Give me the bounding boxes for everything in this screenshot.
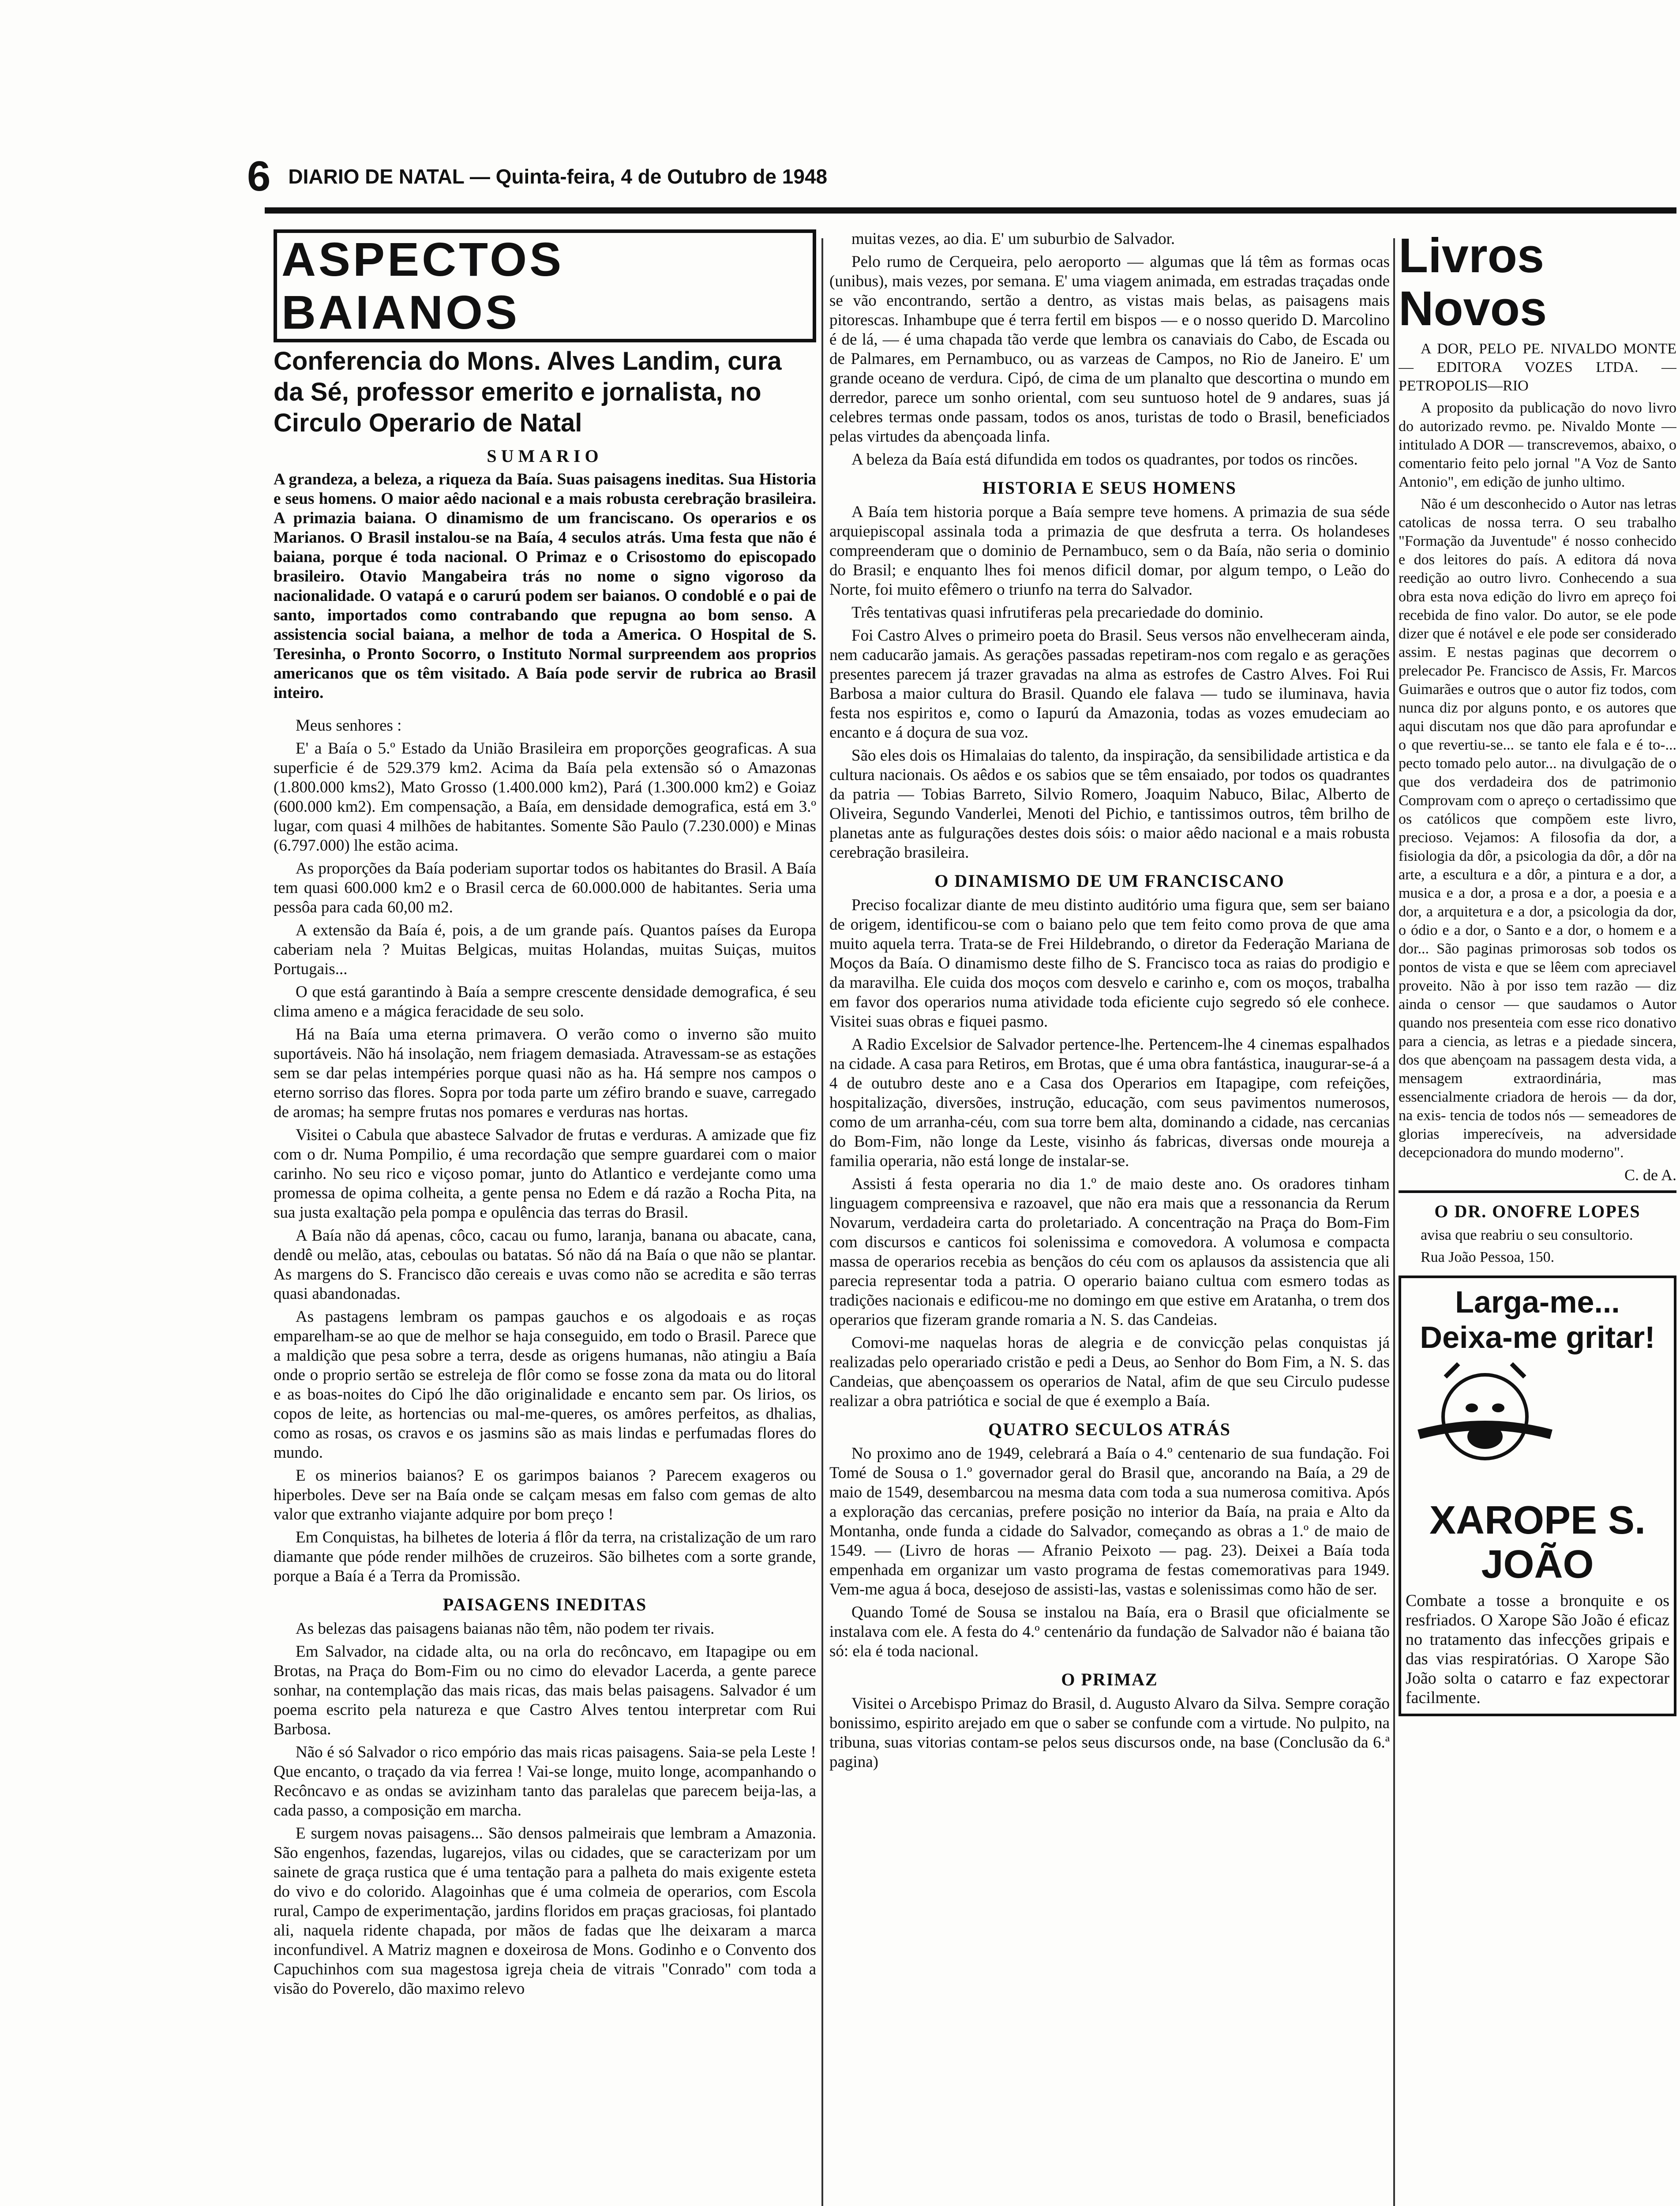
sidebar-paragraph: Não é um desconhecido o Autor nas letras catolicas de nossa terra. O seu trabalho "Formação da Juventude" é nosso conhecido e dos leitores do país. A editora dá nova reedição ao outro livro. Conhecendo a sua obra esta nova edição do livro em apreço foi recebida de fino valor. Do autor, se ele pode dizer que é notável e ele pode ser considerado assim. E nestas paginas que decorrem o prelecador Pe. Francisco de Assis, Fr. Marcos Guimarães e outros que o autor fiz todos, com nunca diz por alguns ponto, e os autores que aqui discutam nos que dão para aprofundar e o que revertiu-se... se tanto ele fala e é to-... pecto tomado pelo autor... na divulgação de o que dos verdadeira dos de patrimonio Comprovam com o apreço o certadissimo que os católicos que compõem este livro, precioso. Vejamos: A filosofia da dor, a fisiologia da dôr, a psicologia da dôr, a dôr na arte, a escultura e a dôr, a pintura e a dor, a musica e a dor, a prosa e a dor, a poesia e a dor, a arquitetura e a dor, a psicologia da dor, o ódio e a dor, o Santo e a dor, o homem e a dor... São paginas primorosas sob todos os pontos de vista e que se lêem com apreciavel proveito. Não à por isso tem razão — diz ainda o censor — que saudamos o Autor quando nos presenteia com esse rico donativo para a ciencia, as letras e a piedade sincera, dos que abençoam na passagem desta vida, a mensagem extraordinária, mas essencialmente criadora de herois — da dor, na exis- tencia de todos nós — semeadores de glorias imperecíveis, na adversidade decepcionadora do mundo moderno". bbox=[1399, 496, 1676, 1161]
paragraph: Há na Baía uma eterna primavera. O verão como o inverno são muito suportáveis. Não há insolação, nem friagem demasiada. Atravessam-se as estações sem se dar pelas intempéries porque quasi não as ha. Há sempre nos campos o eterno sorriso das flores. Sopra por toda parte um zéfiro brando e suave, carregado de aromas; ha sempre frutas nos pomares e verduras nas hortas. bbox=[274, 1025, 816, 1121]
review-signature: C. de A. bbox=[1624, 1166, 1676, 1184]
article-column-2 bbox=[829, 229, 1390, 2206]
paragraph: Visitei o Cabula que abastece Salvador de frutas e verduras. A amizade que fiz com o dr. Numa Pompilio, é uma recordação que sempre guardarei com o maior carinho. No seu rico e viçoso pomar, junto do Atlantico e verdejante como uma promessa de opima colheita, a gente pensa no Edem e dá razão a Rocha Pita, na sua justa exaltação pela pompa e opulência das terras do Brasil. bbox=[274, 1126, 816, 1222]
subhead: O PRIMAZ bbox=[1061, 1670, 1158, 1689]
ad-body: Combate a tosse a bronquite e os resfriados. O Xarope São João é eficaz no tratamento das infecções gripais e das vias respiratórias. O Xarope São João solta o catarro e faz expectorar facilmente. bbox=[1406, 1591, 1669, 1707]
paragraph: Pelo rumo de Cerqueira, pelo aeroporto — algumas que lá têm as formas ocas (unibus), mais vezes, por semana. E' uma viagem animada, em estradas traçadas onde se vão encontrando, sertão a dentro, as vistas mais belas, as paisagens mais pitorescas. Inhambupe que é terra fertil em bispos — e o nosso querido D. Marcolino é de lá, — é uma chapada tão verde que lembra os canaviais do Cabo, de Escada ou de Palmares, em Pernambuco, ou as varzeas de Campos, no Rio de Janeiro. E' um grande oceano de verdura. Cipó, de cima de um planalto que descortina o mundo em derredor, parece um sonho oriental, com seu suntuoso hotel de 9 andares, suas já celebres termas onde passam, todos os anos, turistas de todo o Brasil, beneficiados pelas virtudes da abençoada linfa. bbox=[829, 253, 1390, 446]
paragraph: Preciso focalizar diante de meu distinto auditório uma figura que, sem ser baiano de origem, identificou-se com o baiano pelo que tem feito como prova de que ama muito aquela terra. Trata-se de Frei Hildebrando, o diretor da Federação Mariana de Moços da Baía. O dinamismo deste filho de S. Francisco toca as raias do prodigio e da maravilha. Ele cuida dos moços com desvelo e carinho e, com os moços, trabalha em favor dos operarios numa atividade toda eficiente cujo segredo só ele conhece. Visitei suas obras e fiquei pasmo. bbox=[829, 896, 1390, 1031]
divider bbox=[1399, 1190, 1676, 1193]
ad-brand: XAROPE S. JOÃO bbox=[1429, 1498, 1646, 1587]
subhead: HISTORIA E SEUS HOMENS bbox=[982, 478, 1237, 498]
header-rule bbox=[265, 207, 1676, 214]
article-summary: A grandeza, a beleza, a riqueza da Baía. Suas paisagens ineditas. Sua Historia e seus homens. O maior aêdo nacional e a mais robusta cerebração brasileira. A primazia baiana. O dinamismo de um franciscano. Os operarios e os Marianos. O Brasil instalou-se na Baía, 4 seculos atrás. Uma festa que não é baiana, porque é toda nacional. O Primaz e o Crisostomo do episcopado brasileiro. Otavio Mangabeira trás no nome o signo vigoroso da nacionalidade. O vatapá e o carurú podem ser baianos. O condoblé e o pai de santo, importados como contrabando que repugna ao bom senso. A assistencia social baiana, a melhor de toda a America. O Hospital de S. Teresinha, o Pronto Socorro, o Instituto Normal surpreendem aos proprios americanos que os têm visitado. A Baía pode servir de rubrica ao Brasil inteiro. bbox=[274, 470, 816, 702]
paragraph: A Baía tem historia porque a Baía sempre teve homens. A primazia de sua séde arquiepiscopal assinala toda a primazia de que desfruta a terra. Os holandeses compreenderam que o dominio de Pernambuco, sem o da Baía, não seria o dominio do Brasil; e enquanto lhes foi menos dificil domar, por algum tempo, o Leão do Norte, foi muito efêmero o triunfo na terra do Salvador. bbox=[829, 503, 1390, 599]
subhead: QUATRO SECULOS ATRÁS bbox=[988, 1419, 1231, 1439]
paragraph: Quando Tomé de Sousa se instalou na Baía, era o Brasil que oficialmente se instalava com ele. A festa do 4.º centenário da fundação de Salvador não é baiana tão só: ela é toda nacional. bbox=[829, 1603, 1390, 1660]
notice-name: O DR. ONOFRE LOPES bbox=[1434, 1201, 1641, 1221]
subhead: PAISAGENS INEDITAS bbox=[442, 1594, 647, 1614]
paragraph: No proximo ano de 1949, celebrará a Baía o 4.º centenario de sua fundação. Foi Tomé de Sousa o 1.º governador geral do Brasil que, ancorando na Baía, a 29 de maio de 1549, desembarcou na mesma data com toda a sua numerosa comitiva. Após a exploração das cercanias, prefere posição no interior da Baía, na praia e Alto da Montanha, onde funda a cidade do Salvador, começando as obras a 1.º de maio de 1549. — (Livro de horas — Afranio Peixoto — pag. 23). Deixei a Baía toda empenhada em organizar um vasto programa de festas comemorativas para 1949. Vem-me agua á boca, desejoso de assisti-las, vastas e solenissimas como hão de ser. bbox=[829, 1444, 1390, 1598]
paragraph: Em Salvador, na cidade alta, ou na orla do recôncavo, em Itapagipe ou em Brotas, na Praça do Bom-Fim ou no cimo do elevador Lacerda, a gente parece sonhar, na contemplação das mais ricas, das mais belas paisagens. Salvador é um poema escrito pela natureza e que Castro Alves tentou interpretar com Rui Barbosa. bbox=[274, 1643, 816, 1738]
paragraph: A Radio Excelsior de Salvador pertence-lhe. Pertencem-lhe 4 cinemas espalhados na cidade. A casa para Retiros, em Brotas, que é uma obra fantástica, inaugurar-se-á a 4 de outubro deste ano e a Casa dos Operarios em Itapagipe, com refeições, hospitalização, diversões, instrução, educação, com seus pavimentos numerosos, como de um arranha-céu, com sua torre bem alta, dominando a cidade, nas cercanias do Bom-Fim, não longe da Leste, visinho ás fabricas, diversas onde moureja a familia operaria, não está longe de instalar-se. bbox=[829, 1035, 1390, 1170]
paragraph: Comovi-me naquelas horas de alegria e de convicção pelas conquistas já realizadas pelo operariado cristão e pedi a Deus, ao Senhor do Bom Fim, a N. S. das Candeias, que abençoassem os operarios de Natal, afim de que seu Circulo pudesse realizar a obra patriótica e social de que é exemplo a Baía. bbox=[829, 1334, 1390, 1410]
running-head bbox=[247, 150, 1526, 203]
paragraph: A beleza da Baía está difundida em todos os quadrantes, por todos os rincões. bbox=[851, 450, 1358, 469]
sidebar-paragraph: A DOR, PELO PE. NIVALDO MONTE — EDITORA VOZES LTDA. — PETROPOLIS—RIO bbox=[1399, 341, 1676, 394]
sidebar-column bbox=[1399, 229, 1676, 2206]
paragraph: Não é só Salvador o rico empório das mais ricas paisagens. Saia-se pela Leste ! Que encanto, o traçado da via ferrea ! Vai-se longe, muito longe, acompanhando o Recôncavo e as ondas se avizinham tanto das paralelas que parecem beija-las, a cada passo, a composição em marcha. bbox=[274, 1743, 816, 1820]
ad-headline: Larga-me... Deixa-me gritar! bbox=[1420, 1285, 1655, 1354]
paragraph: As proporções da Baía poderiam suportar todos os habitantes do Brasil. A Baía tem quasi 600.000 km2 e o Brasil cerca de 60.000.000 de habitantes. Seria uma pessôa para cada 60,00 m2. bbox=[274, 859, 816, 916]
article-column-1 bbox=[274, 229, 816, 2206]
article-deck: Conferencia do Mons. Alves Landim, cura da Sé, professor emerito e jornalista, no Circulo Operario de Natal bbox=[274, 347, 782, 437]
syrup-advertisement bbox=[1399, 1276, 1676, 1716]
column-divider bbox=[1393, 238, 1395, 2206]
sidebar-title: Livros Novos bbox=[1399, 229, 1547, 336]
paragraph: O que está garantindo à Baía a sempre crescente densidade demografica, é seu clima ameno e a mágica feracidade de seu solo. bbox=[274, 983, 816, 1020]
paragraph: As belezas das paisagens baianas não têm, não podem ter rivais. bbox=[296, 1620, 715, 1638]
paragraph: Três tentativas quasi infrutiferas pela precariedade do dominio. bbox=[851, 604, 1264, 622]
paragraph: A Baía não dá apenas, côco, cacau ou fumo, laranja, banana ou abacate, cana, dendê ou melão, atas, ceboulas ou batatas. Só não dá na Baía o que não se plantar. As margens do S. Francisco dão cereais e uvas como não se acredita e são terras quasi abandonadas. bbox=[274, 1227, 816, 1303]
paragraph: A extensão da Baía é, pois, a de um grande país. Quantos países da Europa caberiam nela ? Muitas Belgicas, muitas Holandas, muitas Suiças, muitos Portugais... bbox=[274, 921, 816, 978]
paragraph: E surgem novas paisagens... São densos palmeirais que lembram a Amazonia. São engenhos, fazendas, lugarejos, vilas ou cidades, que se caracterizam por um sainete de graça rustica que é uma tentação para a palheta do mais exigente esteta do vivo e do colorido. Alagoinhas que é uma colmeia de operarios, com Escola rural, Campo de experimentação, jardins floridos em praças graciosas, foi plantado ali, naquela ridente chapada, por mãos de fadas que lhe deixaram a marca inconfundivel. A Matriz magnen e doxeirosa de Mons. Godinho e o Convento dos Capuchinhos com sua magestosa igreja cheia de vitrais "Conrado" com toda a visão do Poverelo, dão maximo relevo bbox=[274, 1824, 816, 1998]
summary-label: SUMARIO bbox=[487, 446, 603, 466]
paragraph: São eles dois os Himalaias do talento, da inspiração, da sensibilidade artistica e da cultura nacionais. Os aêdos e os sabios que se têm ensaiado, por todos os quadrantes da patria — Tobias Barreto, Silvio Romero, Joaquim Nabuco, Bilac, Alberto de Oliveira, Segundo Vanderlei, Menoti del Pichio, e tantissimos outros, têm brilho de planetas ante as fulgurações destes dois sóis: o maior aêdo nacional e a mais robusta cerebração brasileira. bbox=[829, 747, 1390, 862]
paragraph: Assisti á festa operaria no dia 1.º de maio deste ano. Os oradores tinham linguagem compreensiva e razoavel, que não era mais que a ressonancia da Rerum Novarum, verdadeira carta do proletariado. A concentração na Praça do Bom-Fim com discursos e canticos foi solenissima e comovedora. A volumosa e compacta massa de operarios recebia as bençãos do céu com os aplausos da assistencia que ali parecia representar toda a patria. O operario baiano cultua com esmero todas as tradições nacionais e edificou-me no domingo em que estive em Aratanha, o trem dos operarios que fizeram grande romaria a N. S. das Candeias. bbox=[829, 1175, 1390, 1329]
notice-address: Rua João Pessoa, 150. bbox=[1421, 1249, 1555, 1265]
shouting-man-illustration-icon bbox=[1406, 1359, 1564, 1492]
article-kicker: ASPECTOS BAIANOS bbox=[274, 229, 816, 342]
paragraph: Meus senhores : bbox=[296, 717, 402, 735]
column-divider bbox=[821, 238, 823, 2206]
paragraph: Foi Castro Alves o primeiro poeta do Brasil. Seus versos não envelheceram ainda, nem caducarão jamais. As gerações passadas repetiram-nos com regalo e as gerações presentes parecem já trazer gravadas na alma as estrofes de Castro Alves. Foi Rui Barbosa a maior cultura do Brasil. Quando ele falava — tudo se iluminava, havia festa nos espiritos e, como o Iapurú da Amazonia, todas as vozes emudeciam ao encanto e á doçura de sua voz. bbox=[829, 627, 1390, 742]
sidebar-paragraph: A proposito da publicação do novo livro do autorizado revmo. pe. Nivaldo Monte — intitulado A DOR — transcrevemos, abaixo, o comentario feito pelo jornal "A Voz de Santo Antonio", em edição de junho ultimo. bbox=[1399, 400, 1676, 490]
paragraph: Visitei o Arcebispo Primaz do Brasil, d. Augusto Alvaro da Silva. Sempre coração bonissimo, espirito arejado em que o saber se confunde com a virtude. No pulpito, na tribuna, suas vitorias contam-se pelos seus discursos onde, na base (Conclusão da 6.ª pagina) bbox=[829, 1695, 1390, 1771]
notice-text: avisa que reabriu o seu consultorio. bbox=[1421, 1227, 1633, 1243]
paragraph: Em Conquistas, ha bilhetes de loteria á flôr da terra, na cristalização de um raro diamante que póde render milhões de cruzeiros. São bilhetes com a sorte grande, porque a Baía é a Terra da Promissão. bbox=[274, 1528, 816, 1585]
paragraph: muitas vezes, ao dia. E' um suburbio de Salvador. bbox=[851, 230, 1175, 248]
paragraph: E os minerios baianos? E os garimpos baianos ? Parecem exageros ou hiperboles. Deve ser na Baía onde se calçam mesas em falso com gemas de alto valor que extranho viajante adquire por bom preço ! bbox=[274, 1467, 816, 1523]
paragraph: E' a Baía o 5.º Estado da União Brasileira em proporções geograficas. A sua superficie é de 529.379 km2. Acima da Baía pela extensão só o Amazonas (1.800.000 kms2), Mato Grosso (1.400.000 km2), Pará (1.300.000 km2) e Goiaz (600.000 km2). Em compensação, a Baía, em densidade demografica, está em 3.º lugar, com quasi 4 milhões de habitantes. Somente São Paulo (7.230.000) e Minas (6.797.000) lhe estão acima. bbox=[274, 739, 816, 855]
subhead: O DINAMISMO DE UM FRANCISCANO bbox=[934, 871, 1285, 891]
running-head-text: DIARIO DE NATAL — Quinta-feira, 4 de Outubro de 1948 bbox=[288, 165, 828, 188]
paragraph: As pastagens lembram os pampas gauchos e os algodoais e as roças emparelham-se ao que de melhor se haja conseguido, em todo o Brasil. Parece que a maldição que pesa sobre a terra, desde as origens humanas, não atingiu a Baía onde o proprio sertão se estreleja de flôr como se fosse zona da mata ou do litoral e as boas-noites do Cipó lhe dão originalidade e encanto sem par. Os lirios, os copos de leite, as hortencias ou mal-me-queres, os amôres perfeitos, as dhalias, como as rosas, os cravos e os jasmins são as mais lindas e perfumadas flores do mundo. bbox=[274, 1308, 816, 1462]
page-number: 6 bbox=[247, 153, 271, 200]
